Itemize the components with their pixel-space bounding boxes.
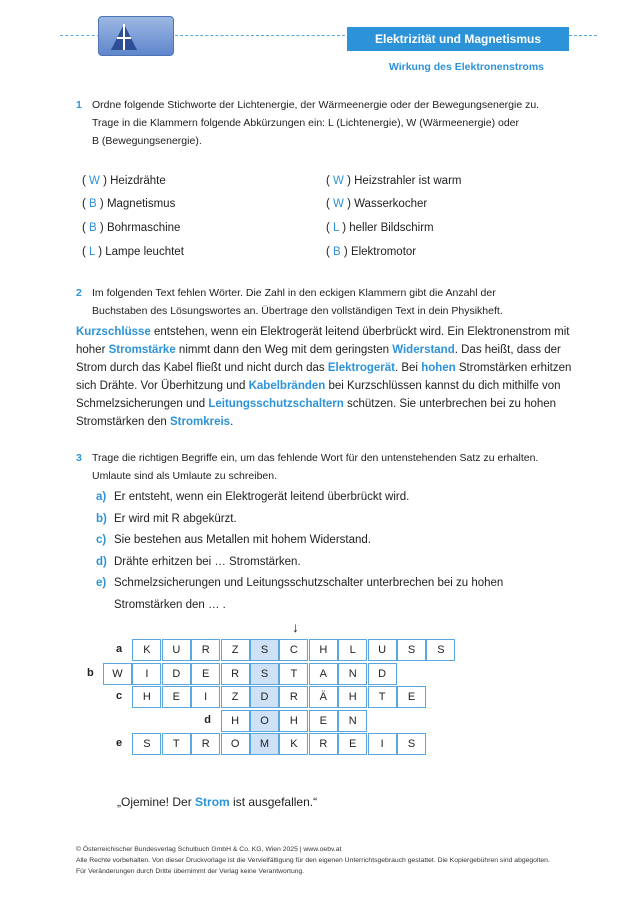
clue-letter: a) (96, 491, 107, 503)
paragraph-text: . (230, 416, 234, 428)
sentence-after: ist ausgefallen.“ (229, 795, 318, 809)
clue-text: Er wird mit R abgekürzt. (114, 512, 237, 525)
answer-word: hohen (421, 362, 456, 374)
energy-code: L (333, 222, 340, 234)
grid-cell[interactable]: Z (221, 639, 250, 661)
grid-cell[interactable]: K (279, 733, 308, 755)
clue-text: Drähte erhitzen bei … Stromstärken. (114, 555, 301, 568)
grid-cell[interactable]: H (279, 710, 308, 732)
task2-number: 2 (76, 287, 82, 299)
chapter-banner: Elektrizität und Magnetismus (347, 27, 569, 51)
paragraph-text: Stromstärken erhitzen sich Drähte. Vor Überhitzung und (76, 362, 572, 392)
task1-line: Trage in die Klammern folgende Abkürzungen ein: L (Lichtenergie), W (Wärmeenergie) oder (92, 117, 520, 129)
task2-instruction (92, 284, 582, 320)
grid-cell[interactable]: E (309, 710, 338, 732)
grid-cell[interactable]: Z (221, 686, 250, 708)
paragraph-text: entstehen, wenn ein Elektrogerät leitend überbrückt wird. Ein Elektronenstrom mit hoher (76, 326, 570, 356)
answer-word: Elektrogerät (327, 362, 395, 374)
answer-word: Leitungsschutzschaltern (208, 398, 344, 410)
grid-cell[interactable]: R (309, 733, 338, 755)
energy-code: W (333, 198, 344, 210)
logo (98, 16, 253, 56)
energy-label: Wasserkocher (354, 198, 428, 210)
task3-number: 3 (76, 452, 82, 464)
clue-item (96, 552, 516, 574)
grid-cell[interactable]: M (250, 733, 279, 755)
task1-number: 1 (76, 99, 82, 111)
energy-item: ( B ) Bohrmaschine (82, 222, 181, 234)
grid-cell[interactable]: T (162, 733, 191, 755)
grid-cell[interactable]: D (250, 686, 279, 708)
grid-cell[interactable]: Ä (309, 686, 338, 708)
energy-code: B (89, 222, 97, 234)
grid-cell[interactable]: S (250, 663, 279, 685)
energy-label: Heizstrahler ist warm (354, 175, 462, 187)
grid-cell[interactable]: T (279, 663, 308, 685)
paragraph-text: schützen. Sie unterbrechen bei zu hohen Stromstärken den (76, 398, 557, 428)
clue-list (96, 487, 516, 616)
solution-word: Strom (195, 795, 230, 809)
task3-instruction (92, 449, 582, 485)
grid-cell[interactable]: U (368, 639, 397, 661)
paragraph-text: bei Kurzschlüssen kannst du dich mithilfe von Schmelzsicherungen und (76, 380, 561, 410)
paragraph-text: . Bei (394, 362, 422, 374)
row-label: e (116, 737, 123, 749)
grid-cell[interactable]: E (397, 686, 426, 708)
grid-cell[interactable]: H (309, 639, 338, 661)
header-dash-left (60, 35, 100, 36)
logo-text: Plus (227, 21, 253, 35)
energy-item: ( W ) Heizstrahler ist warm (326, 175, 462, 187)
sentence-before: „Ojemine! Der (117, 795, 196, 809)
grid-cell[interactable]: N (338, 710, 367, 732)
grid-cell[interactable]: T (368, 686, 397, 708)
row-label: d (204, 713, 211, 726)
energy-code: B (89, 198, 97, 210)
footer-rights: Alle Rechte vorbehalten. Von dieser Druckvorlage ist die Vervielfältigung für den eigenen Unterrichtsgebrauch gestattet. Die Kopiergebühren sind abgegolten. (76, 857, 550, 864)
grid-cell[interactable]: O (250, 710, 279, 732)
grid-cell[interactable]: U (162, 639, 191, 661)
grid-cell[interactable]: E (338, 733, 367, 755)
energy-label: heller Bildschirm (349, 222, 434, 234)
row-label: a (116, 643, 123, 655)
grid-cell[interactable]: E (162, 686, 191, 708)
triangle-logo-icon (109, 22, 139, 52)
answer-word: Kabelbränden (248, 380, 326, 392)
clue-text: Schmelzsicherungen und Leitungsschutzschalter unterbrechen bei zu hohen Stromstärken den … . (114, 577, 504, 611)
task3-line: Umlaute sind als Umlaute zu schreiben. (92, 470, 278, 482)
task1-line: B (Bewegungsenergie). (92, 135, 202, 147)
grid-cell[interactable]: S (397, 733, 426, 755)
energy-code: B (333, 246, 341, 258)
grid-cell[interactable]: I (132, 663, 161, 685)
clue-letter: e) (96, 577, 107, 589)
task1-line: Ordne folgende Stichworte der Lichtenergie, der Wärmeenergie oder der Bewegungsenergie zu. (92, 99, 540, 111)
energy-item: ( W ) Wasserkocher (326, 198, 428, 210)
grid-cell[interactable]: R (191, 733, 220, 755)
energy-item: ( L ) heller Bildschirm (326, 222, 434, 234)
energy-item: ( W ) Heizdrähte (82, 175, 166, 187)
grid-cell[interactable]: D (162, 663, 191, 685)
energy-code: W (333, 175, 344, 187)
task2-line: Im folgenden Text fehlen Wörter. Die Zahl in den eckigen Klammern gibt die Anzahl der (92, 287, 496, 299)
grid-cell[interactable]: S (250, 639, 279, 661)
energy-code: L (89, 246, 96, 258)
energy-item: ( B ) Elektromotor (326, 246, 417, 258)
grid-cell[interactable]: O (221, 733, 250, 755)
task3-line: Trage die richtigen Begriffe ein, um das fehlende Wort für den untenstehenden Satz zu erhalten. (92, 452, 539, 464)
header-dash-right (569, 35, 597, 36)
clue-item (96, 487, 516, 509)
paragraph-text: . Das heißt, dass der Strom durch das Kabel fließt und nicht durch das (76, 344, 561, 374)
page-subtitle: Wirkung des Elektronenstroms (388, 61, 544, 73)
footer-disclaimer: Für Veränderungen durch Dritte übernimmt der Verlag keine Verantwortung. (76, 868, 305, 875)
grid-cell[interactable]: I (368, 733, 397, 755)
answer-word: Widerstand (392, 344, 455, 356)
clue-text: Er entsteht, wenn ein Elektrogerät leitend überbrückt wird. (114, 491, 410, 503)
grid-cell[interactable]: R (221, 663, 250, 685)
footer-copyright: © Österreichischer Bundesverlag Schulbuch GmbH & Co. KG, Wien 2025 | www.oebv.at (76, 846, 342, 853)
header-dash-middle (175, 35, 345, 36)
grid-cell[interactable]: R (279, 686, 308, 708)
grid-cell[interactable]: N (338, 663, 367, 685)
grid-cell[interactable]: H (221, 710, 250, 732)
energy-item: ( L ) Lampe leuchtet (82, 246, 184, 258)
clue-letter: d) (96, 555, 107, 568)
grid-cell[interactable]: W (103, 663, 132, 685)
grid-cell[interactable]: R (191, 639, 220, 661)
energy-label: Bohrmaschine (106, 222, 181, 234)
solution-arrow-icon: ↓ (292, 619, 299, 635)
clue-text: Sie bestehen aus Metallen mit hohem Widerstand. (114, 534, 371, 546)
answer-word: Stromstärke (108, 344, 176, 356)
solution-sentence (117, 795, 317, 809)
clue-item (96, 530, 516, 552)
clue-item (96, 509, 516, 531)
clue-item (96, 573, 516, 616)
grid-cell[interactable]: H (338, 686, 367, 708)
row-label: b (87, 666, 94, 679)
energy-item: ( B ) Magnetismus (82, 198, 176, 210)
energy-label: Lampe leuchtet (105, 246, 184, 258)
answer-word: Kurzschlüsse (76, 326, 151, 338)
answer-word: Stromkreis (169, 416, 231, 428)
grid-cell[interactable]: A (309, 663, 338, 685)
energy-code: W (89, 175, 100, 187)
energy-label: Magnetismus (106, 198, 176, 210)
grid-cell[interactable]: K (132, 639, 161, 661)
row-label: c (116, 690, 123, 702)
paragraph-text: nimmt dann den Weg mit dem geringsten (175, 344, 393, 356)
grid-cell[interactable]: I (191, 686, 220, 708)
grid-cell[interactable]: S (132, 733, 161, 755)
fill-in-paragraph (76, 323, 576, 431)
energy-label: Heizdrähte (110, 175, 166, 187)
grid-cell[interactable]: L (338, 639, 367, 661)
grid-cell[interactable]: S (426, 639, 455, 661)
grid-cell[interactable]: D (368, 663, 397, 685)
grid-cell[interactable]: S (397, 639, 426, 661)
task1-instruction (92, 96, 582, 150)
grid-cell[interactable]: C (279, 639, 308, 661)
clue-letter: b) (96, 512, 107, 525)
energy-label: Elektromotor (350, 246, 417, 258)
grid-cell[interactable]: E (191, 663, 220, 685)
task2-line: Buchstaben des Lösungswortes an. Übertrage den vollständigen Text in dein Physikheft. (92, 305, 503, 317)
clue-letter: c) (96, 534, 107, 546)
grid-cell[interactable]: H (132, 686, 161, 708)
